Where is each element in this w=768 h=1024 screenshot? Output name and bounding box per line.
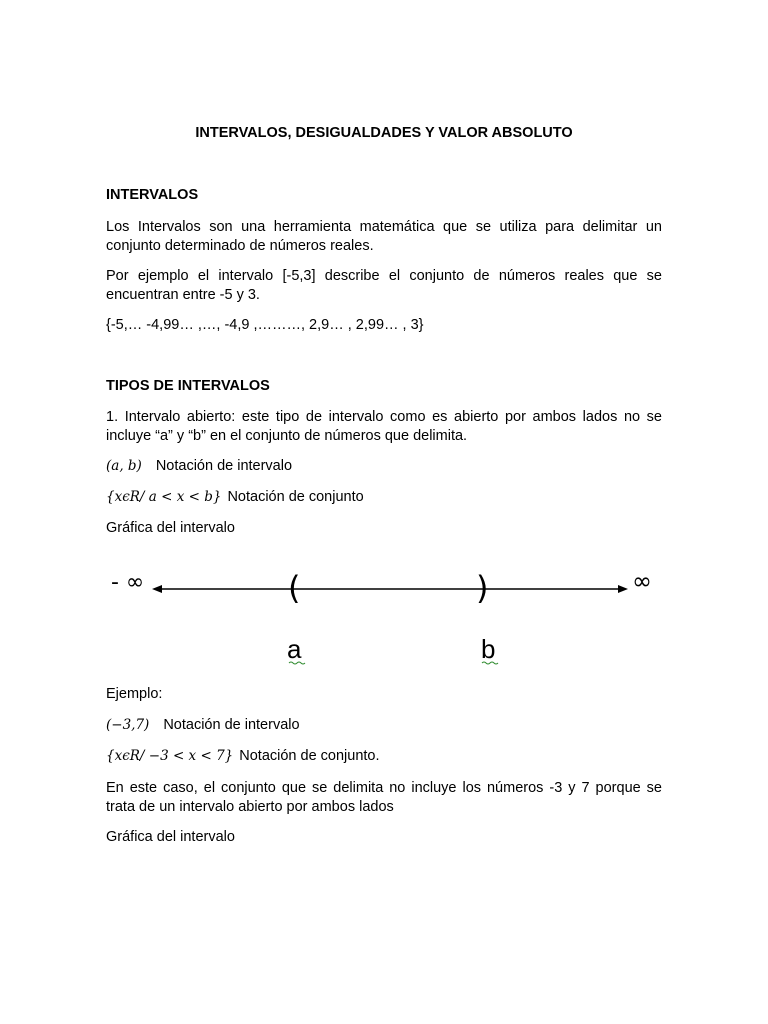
graph-caption-2: Gráfica del intervalo xyxy=(106,829,235,845)
positive-infinity-label: ∞ xyxy=(632,567,652,595)
paragraph-definition: Los Intervalos son una herramienta matemática que se utiliza para delimitar un conjunto determinado de números reales. xyxy=(106,219,662,254)
paragraph-open-interval: 1. Intervalo abierto: este tipo de intervalo como es abierto por ambos lados no se incluye “a” y “b” en el conjunto de números que delimita. xyxy=(106,409,662,444)
left-arrowhead xyxy=(152,585,162,593)
example-interval-math: (−3,7) xyxy=(106,717,150,733)
negative-infinity-label: - ∞ xyxy=(111,570,145,595)
close-parenthesis-b: ) xyxy=(476,569,489,607)
example-set-label: Notación de conjunto. xyxy=(239,748,380,764)
point-label-a: a xyxy=(287,634,302,664)
example-set-math: {xϵR/ −3 < x < 7} xyxy=(106,748,234,764)
page-title: INTERVALOS, DESIGUALDADES Y VALOR ABSOLUTO xyxy=(195,125,573,141)
interval-notation-line xyxy=(106,458,292,474)
paragraph-example: Por ejemplo el intervalo [-5,3] describe el conjunto de números reales que se encuentran entre -5 y 3. xyxy=(106,268,662,303)
set-notation-math: {xϵR/ a < x < b} xyxy=(106,489,222,505)
set-enumeration: {-5,… -4,99… ,…, -4,9 ,………, 2,9… , 2,99… , 3} xyxy=(106,317,424,333)
right-arrowhead xyxy=(618,585,628,593)
set-notation-line xyxy=(106,489,364,505)
point-label-b: b xyxy=(481,634,496,664)
section-heading-tipos: TIPOS DE INTERVALOS xyxy=(106,378,270,394)
interval-notation-label: Notación de intervalo xyxy=(155,458,293,474)
example-label: Ejemplo: xyxy=(106,686,163,702)
graph-caption: Gráfica del intervalo xyxy=(106,520,235,536)
set-notation-label: Notación de conjunto xyxy=(227,489,364,505)
example-interval-line xyxy=(106,717,300,733)
section-heading-intervalos: INTERVALOS xyxy=(106,187,199,203)
number-line-graph xyxy=(100,560,670,670)
paragraph-example-explanation: En este caso, el conjunto que se delimita no incluye los números -3 y 7 porque se trata de un intervalo abierto por ambos lados xyxy=(106,780,662,815)
example-set-line xyxy=(106,748,380,764)
open-parenthesis-a: ( xyxy=(288,569,301,607)
interval-notation-math: (a, b) xyxy=(106,458,142,474)
example-interval-label: Notación de intervalo xyxy=(163,717,300,733)
